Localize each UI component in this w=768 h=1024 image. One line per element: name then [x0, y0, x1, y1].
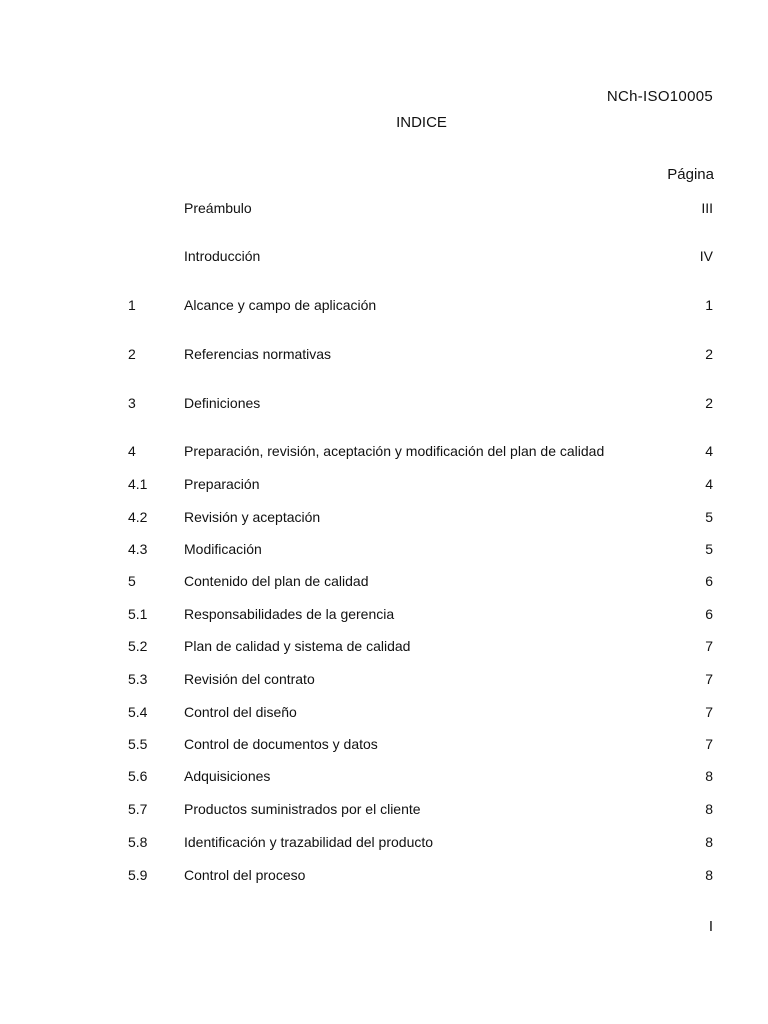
toc-entry-number: 5.7	[128, 801, 148, 817]
toc-entry-number: 1	[128, 297, 136, 313]
toc-entry-page: 7	[705, 736, 713, 752]
toc-entry-page: 7	[705, 704, 713, 720]
toc-entry	[0, 671, 768, 691]
toc-entry	[0, 867, 768, 887]
toc-entry-page: 2	[705, 346, 713, 362]
toc-entry-page: 4	[705, 476, 713, 492]
toc-entry-title: Control del diseño	[184, 704, 297, 720]
toc-entry-number: 4.2	[128, 509, 148, 525]
toc-entry-title: Contenido del plan de calidad	[184, 573, 369, 589]
toc-entry-number: 5.8	[128, 834, 148, 850]
toc-entry-title: Revisión y aceptación	[184, 509, 321, 525]
toc-entry	[0, 443, 768, 463]
toc-entry-title: Modificación	[184, 541, 262, 557]
toc-entry-page: 5	[705, 509, 713, 525]
toc-entry-title: Preámbulo	[184, 200, 252, 216]
toc-entry-number: 4	[128, 443, 136, 459]
toc-entry-page: 4	[705, 443, 713, 459]
toc-entry-number: 5	[128, 573, 136, 589]
toc-entry-title: Preparación	[184, 476, 260, 492]
toc-entry-title: Revisión del contrato	[184, 671, 315, 687]
toc-entry-number: 4.3	[128, 541, 148, 557]
toc-entry-page: 7	[705, 671, 713, 687]
toc-entry-page: 6	[705, 606, 713, 622]
toc-entry-title: Preparación, revisión, aceptación y modificación del plan de calidad	[184, 443, 605, 459]
toc-entry-page: 2	[705, 395, 713, 411]
toc-entry	[0, 476, 768, 496]
toc-entry-page: IV	[699, 248, 713, 264]
toc-entry	[0, 573, 768, 593]
page-number-footer: I	[708, 918, 713, 935]
document-title: INDICE	[396, 114, 447, 131]
toc-entry-number: 3	[128, 395, 136, 411]
toc-entry	[0, 606, 768, 626]
toc-entry-number: 2	[128, 346, 136, 362]
toc-entry-title: Adquisiciones	[184, 768, 271, 784]
toc-entry-page: 8	[705, 801, 713, 817]
toc-entry-number: 5.1	[128, 606, 148, 622]
toc-entry-title: Referencias normativas	[184, 346, 332, 362]
toc-entry	[0, 346, 768, 366]
toc-entry-title: Definiciones	[184, 395, 261, 411]
toc-entry-title: Productos suministrados por el cliente	[184, 801, 421, 817]
toc-entry-page: III	[701, 200, 713, 216]
toc-entry-page: 8	[705, 768, 713, 784]
toc-entry-page: 8	[705, 834, 713, 850]
toc-entry-page: 5	[705, 541, 713, 557]
toc-entry-number: 5.6	[128, 768, 148, 784]
toc-entry	[0, 297, 768, 317]
toc-entry-page: 8	[705, 867, 713, 883]
toc-entry	[0, 200, 768, 220]
toc-entry-title: Control de documentos y datos	[184, 736, 378, 752]
toc-entry	[0, 834, 768, 854]
toc-entry-title: Introducción	[184, 248, 261, 264]
toc-entry-number: 5.3	[128, 671, 148, 687]
toc-entry-page: 7	[705, 638, 713, 654]
toc-entry-page: 6	[705, 573, 713, 589]
toc-entry	[0, 509, 768, 529]
toc-entry	[0, 638, 768, 658]
toc-entry-title: Alcance y campo de aplicación	[184, 297, 377, 313]
document-code: NCh-ISO10005	[606, 88, 713, 105]
toc-entry-title: Identificación y trazabilidad del producto	[184, 834, 434, 850]
toc-entry	[0, 541, 768, 561]
toc-entry	[0, 248, 768, 268]
toc-entry	[0, 736, 768, 756]
toc-entry	[0, 801, 768, 821]
toc-entry-page: 1	[705, 297, 713, 313]
page-column-header: Página	[667, 166, 714, 183]
toc-entry	[0, 704, 768, 724]
toc-entry-title: Plan de calidad y sistema de calidad	[184, 638, 411, 654]
toc-entry-title: Responsabilidades de la gerencia	[184, 606, 395, 622]
toc-entry-number: 5.5	[128, 736, 148, 752]
toc-entry-number: 4.1	[128, 476, 148, 492]
toc-entry	[0, 768, 768, 788]
toc-entry-number: 5.9	[128, 867, 148, 883]
toc-entry-number: 5.2	[128, 638, 148, 654]
toc-entry	[0, 395, 768, 415]
toc-entry-title: Control del proceso	[184, 867, 306, 883]
toc-entry-number: 5.4	[128, 704, 148, 720]
